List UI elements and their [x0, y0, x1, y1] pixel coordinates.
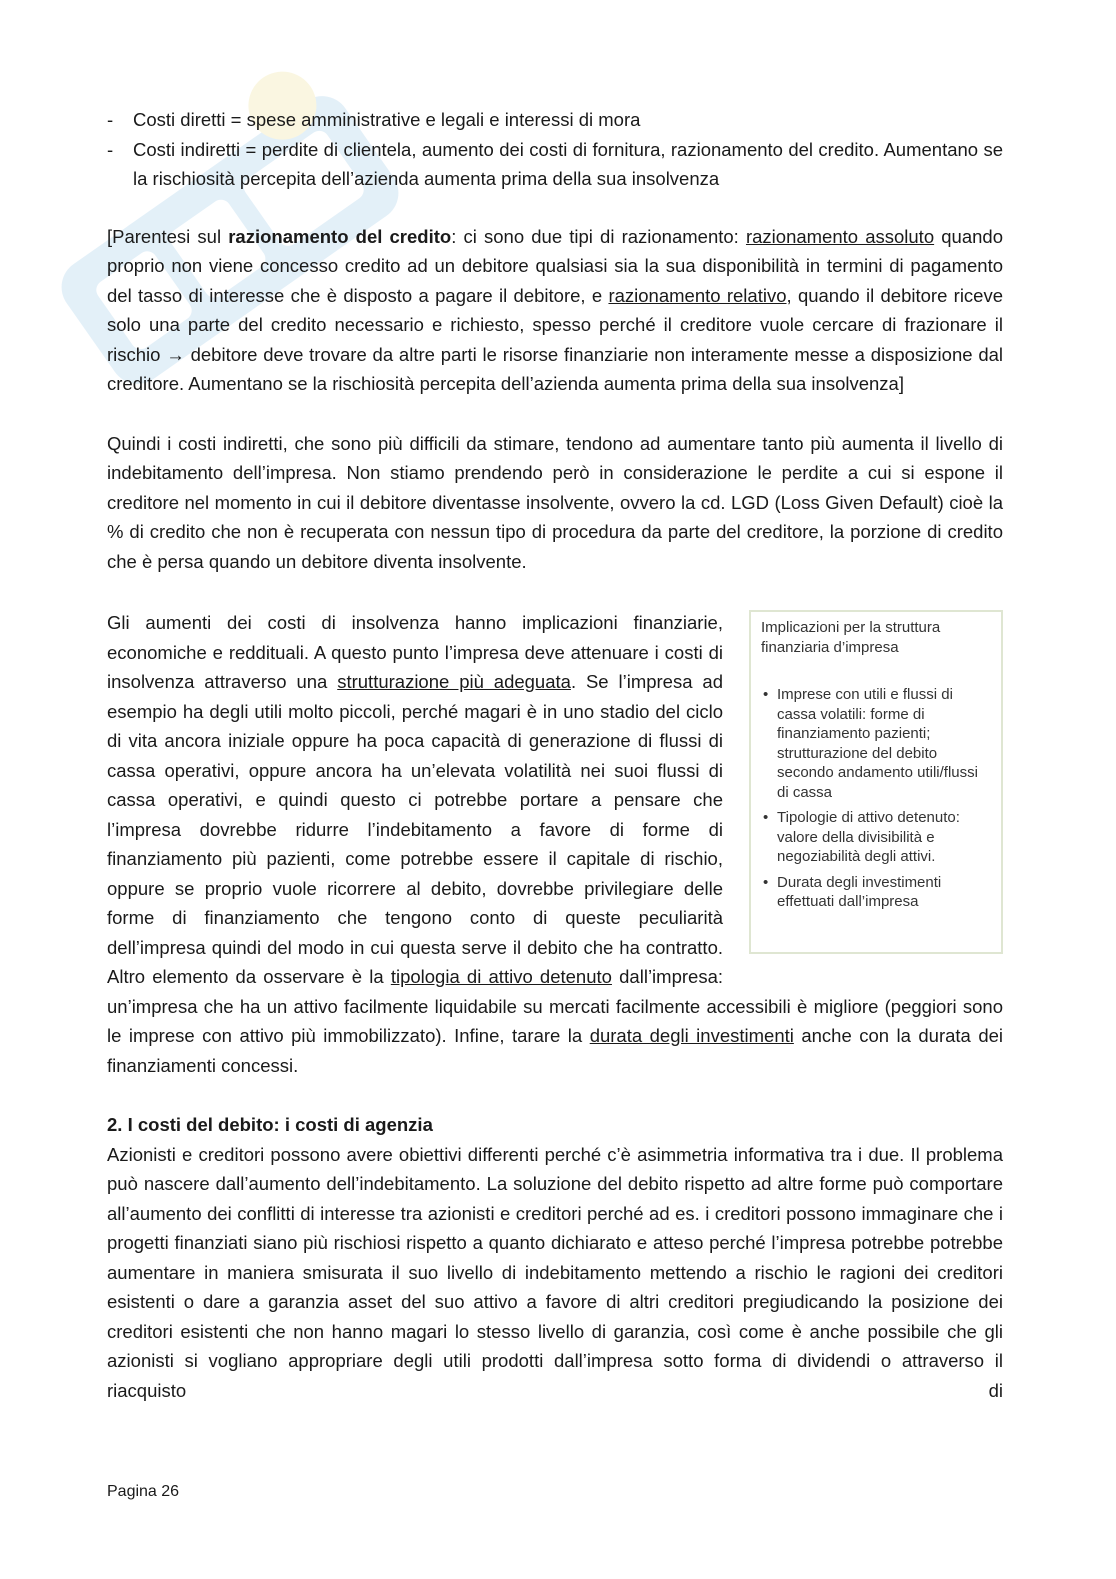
underlined-term: durata degli investimenti	[589, 1025, 794, 1046]
page-content	[107, 105, 1003, 1405]
section-aumenti	[107, 608, 1003, 1080]
paragraph-aumenti: Gli aumenti dei costi di insolvenza hanno implicazioni finanziarie, economiche e reddituali. A questo punto l’impresa deve attenuare i costi di insolvenza attraverso una strutturazione più adeguata. Se l’impresa ad esempio ha degli utili molto piccoli, perché magari è in uno stadio del ciclo di vita ancora iniziale oppure ha poca capacità di generazione di flussi di cassa operativi, oppure ancora ha un’elevata volatilità nei suoi flussi di cassa operativi, e quindi questo ci potrebbe portare a pensare che l’impresa dovrebbe ridurre l’indebitamento a favore di forme di finanziamento più pazienti, come potrebbe essere il capitale di rischio, oppure se proprio vuole ricorrere al debito, dovrebbe privilegiare delle forme di finanziamento che tengono conto di queste peculiarità dell’impresa quindi del modo in cui questa serve il debito che ha contratto. Altro elemento da osservare è la tipologia di attivo detenuto dall’impresa: un’impresa che ha un attivo facilmente liquidabile su mercati facilmente accessibili è migliore (peggiori sono le imprese con attivo più immobilizzato). Infine, tarare la durata degli investimenti anche con la durata dei finanziamenti concessi.	[107, 612, 1004, 1076]
cost-list	[107, 105, 1003, 194]
page-number: Pagina 26	[107, 1483, 180, 1500]
summary-box	[749, 610, 1003, 954]
summary-box-list	[761, 685, 991, 912]
bold-term: razionamento del credito	[228, 225, 452, 247]
paragraph-agenzia: Azionisti e creditori possono avere obiettivi differenti perché c’è asimmetria informativa tra i due. Il problema può nascere dall’aumento dell’indebitamento. La soluzione del debito rispetto ad altre forme può comportare all’aumento dei conflitti di interesse tra azionisti e creditori perché ad es. i creditori possono immaginare che i progetti finanziati siano più rischiosi rispetto a quanto dichiarato e atteso perché l’impresa potrebbe potrebbe aumentare in maniera smisurata il suo livello di indebitamento mettendo a rischio le ragioni dei creditori esistenti o dare a garanzia asset del suo attivo a favore di altri creditori pregiudicando la posizione dei creditori esistenti che non hanno magari lo stesso livello di garanzia, così come è anche possibile che gli azionisti si vogliano appropriare degli utili prodotti dall’impresa sotto forma di dividendi o attraverso il riacquisto di	[107, 1143, 1003, 1401]
underlined-term: tipologia di attivo detenuto	[390, 966, 612, 987]
summary-item: • Imprese con utili e flussi di cassa volatili: forme di finanziamento pazienti; strutturazione del debito secondo andamento utili/flussi di cassa	[761, 685, 991, 802]
summary-box-title: Implicazioni per la struttura finanziaria d’impresa	[761, 619, 941, 656]
underlined-term: razionamento assoluto	[745, 225, 935, 247]
paragraph-razionamento: [Parentesi sul razionamento del credito: ci sono due tipi di razionamento: razionamento assoluto quando proprio non viene concesso credito ad un debitore qualsiasi sia la sua disponibilità in termini di pagamento del tasso di interesse che è disposto a pagare il debitore, e razionamento relativo, quando il debitore riceve solo una parte del credito necessario e richiesto, spesso perché il creditore vuole cercare di frazionare il rischio → debitore deve trovare da altre parti le risorse finanziarie non interamente messe a disposizione dal creditore. Aumentano se la rischiosità percepita dell’azienda aumenta prima della sua insolvenza]	[107, 225, 1004, 394]
paragraph-costi-indiretti: Quindi i costi indiretti, che sono più difficili da stimare, tendono ad aumentare tanto più aumenta il livello di indebitamento dell’impresa. Non stiamo prendendo però in considerazione le perdite a cui si espone il creditore nel momento in cui il debitore diventasse insolvente, ovvero la cd. LGD (Loss Given Default) cioè la % di credito che non è recuperata con nessun tipo di procedura da parte del creditore, la porzione di credito che è persa quando un debitore diventa insolvente.	[107, 432, 1003, 572]
summary-item: • Durata degli investimenti effettuati dall’impresa	[761, 873, 991, 912]
underlined-term: strutturazione più adeguata	[337, 671, 571, 692]
summary-item: • Tipologie di attivo detenuto: valore della divisibilità e negoziabilità degli attivi.	[761, 808, 991, 867]
list-item: - Costi diretti = spese amministrative e legali e interessi di mora	[107, 105, 1003, 135]
section-heading: 2. I costi del debito: i costi di agenzia	[107, 1114, 433, 1135]
arrow-icon: →	[166, 343, 185, 365]
underlined-term: razionamento relativo	[608, 284, 787, 306]
list-item: - Costi indiretti = perdite di clientela, aumento dei costi di fornitura, razionamento del credito. Aumentano se la rischiosità percepita dell’azienda aumenta prima della sua insolvenza	[107, 135, 1003, 194]
